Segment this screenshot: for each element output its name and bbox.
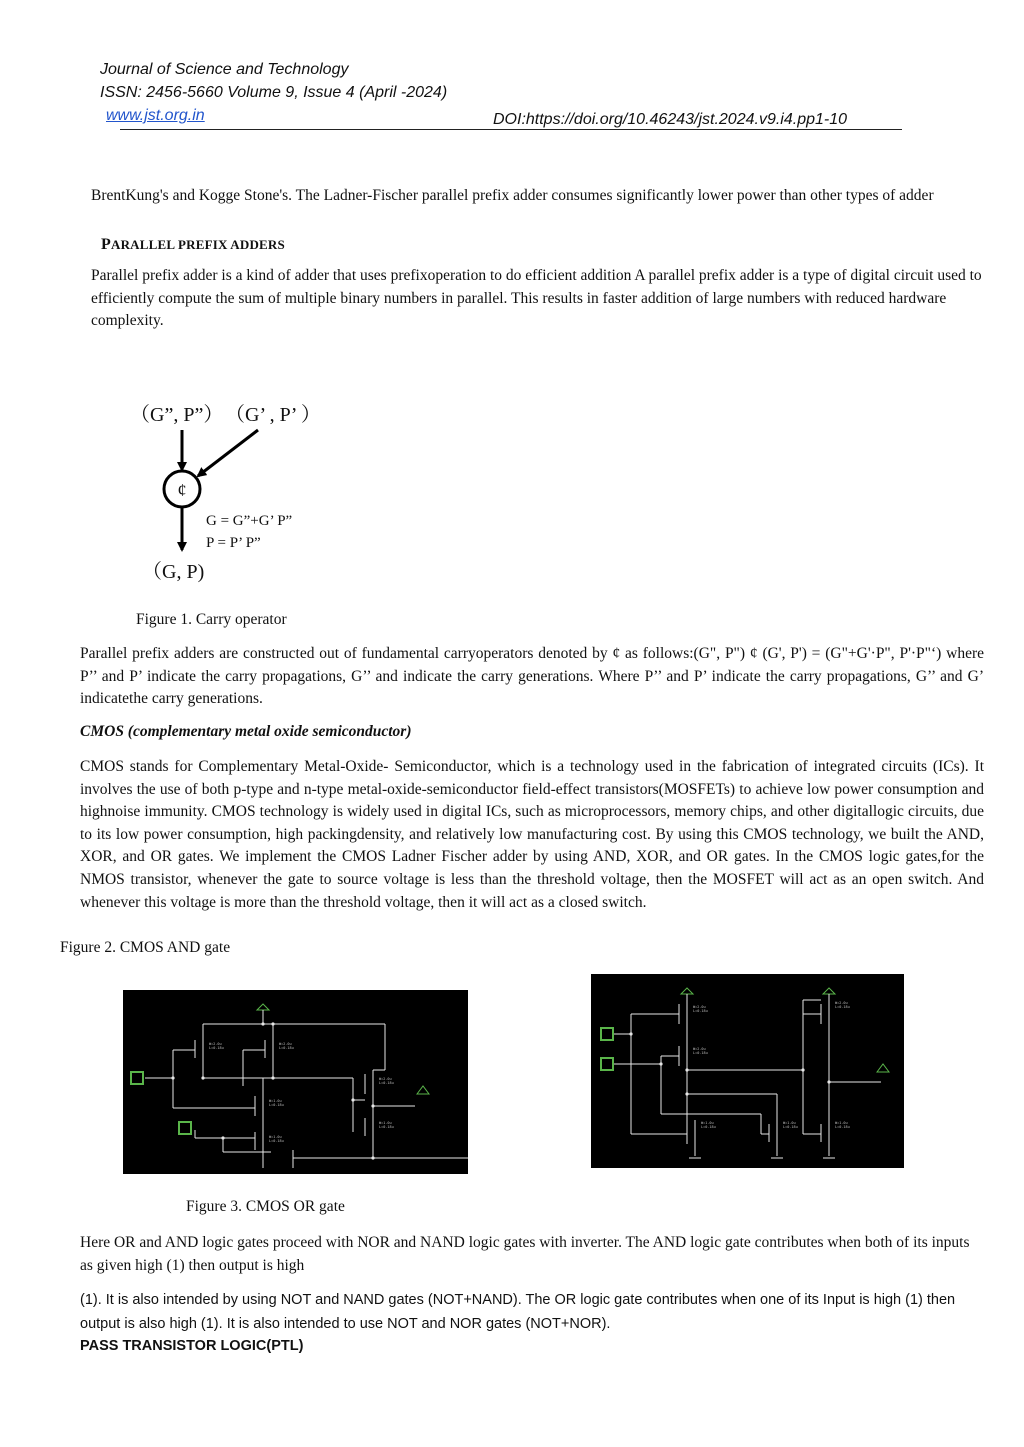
svg-text:W=1.0u: W=1.0u: [783, 1121, 796, 1125]
intro-paragraph: BrentKung's and Kogge Stone's. The Ladner-Fischer parallel prefix adder consumes significantly lower power than other types of adder: [91, 187, 934, 204]
issn-line: ISSN: 2456-5660 Volume 9, Issue 4 (April -2024): [100, 84, 448, 101]
svg-text:L=0.18u: L=0.18u: [209, 1046, 224, 1050]
svg-text:W=2.0u: W=2.0u: [279, 1042, 292, 1046]
journal-title: Journal of Science and Technology: [100, 61, 349, 78]
svg-text:W=1.0u: W=1.0u: [269, 1099, 282, 1103]
svg-text:W=1.0u: W=1.0u: [269, 1135, 282, 1139]
ppa-paragraph: Parallel prefix adder is a kind of adder that uses prefixoperation to do efficient addition A parallel prefix adder is a type of digital circuit used to efficiently compute the sum of multiple binary numbers in parallel. This results in faster addition of large numbers with reduced hardware complexity.: [91, 267, 982, 330]
svg-text:W=1.0u: W=1.0u: [835, 1121, 848, 1125]
figure3-caption: Figure 3. CMOS OR gate: [186, 1198, 345, 1215]
arrow-in-right: [198, 430, 258, 476]
figure1-caption: Figure 1. Carry operator: [136, 611, 287, 628]
output-label: （G, P): [142, 561, 205, 583]
svg-text:L=0.18u: L=0.18u: [693, 1009, 708, 1013]
svg-text:L=0.18u: L=0.18u: [835, 1125, 850, 1129]
header-rule: [120, 129, 902, 130]
equation-g: G = G”+G’ P”: [206, 513, 293, 529]
cmos-or-gate-schematic: [591, 974, 904, 1168]
svg-text:W=2.0u: W=2.0u: [209, 1042, 222, 1046]
svg-text:W=2.0u: W=2.0u: [693, 1005, 706, 1009]
operator-symbol: ¢: [177, 480, 187, 500]
figure2-caption: Figure 2. CMOS AND gate: [60, 939, 231, 956]
svg-text:L=0.18u: L=0.18u: [279, 1046, 294, 1050]
section-heading-parallel-prefix: PARALLEL PREFIX ADDERS: [101, 236, 285, 253]
svg-text:L=0.18u: L=0.18u: [701, 1125, 716, 1129]
svg-text:W=1.0u: W=1.0u: [701, 1121, 714, 1125]
gates-paragraph: Here OR and AND logic gates proceed with NOR and NAND logic gates with inverter. The AND logic gate contributes when both of its inputs as given high (1) then output is high: [80, 1234, 970, 1274]
doi-line: DOI:https://doi.org/10.46243/jst.2024.v9.i4.pp1-10: [493, 111, 848, 128]
svg-text:L=0.18u: L=0.18u: [693, 1051, 708, 1055]
svg-text:W=2.0u: W=2.0u: [835, 1001, 848, 1005]
svg-text:L=0.18u: L=0.18u: [379, 1081, 394, 1085]
equation-p: P = P’ P”: [206, 535, 261, 551]
carry-paragraph: Parallel prefix adders are constructed out of fundamental carryoperators denoted by ¢ as follows:(G", P") ¢ (G', P') = (G"+G'·P", P'·P"‘) where P’’ and P’ indicate the carry propagations, G’’ and indicate the carry generations. Where P’’ and P’ indicate the carry propagations, G’’ and G’ indicatethe carry generations.: [80, 645, 984, 708]
carry-operator-diagram: [120, 392, 340, 592]
cmos-and-gate-schematic: [123, 990, 468, 1174]
input-left-label: （G”, P”）: [130, 404, 224, 426]
input-right-label: （G’ , P’ ）: [225, 404, 321, 426]
svg-text:L=0.18u: L=0.18u: [783, 1125, 798, 1129]
svg-text:L=0.18u: L=0.18u: [269, 1103, 284, 1107]
gates-paragraph-continued: (1). It is also intended by using NOT and NAND gates (NOT+NAND). The OR logic gate contributes when one of its Input is high (1) then output is also high (1). It is also intended to use NOT and NOR gates (NOT+NOR).: [80, 1292, 956, 1332]
svg-text:W=1.0u: W=1.0u: [379, 1121, 392, 1125]
section-heading-ptl: PASS TRANSISTOR LOGIC(PTL): [80, 1338, 304, 1354]
svg-text:L=0.18u: L=0.18u: [269, 1139, 284, 1143]
svg-text:L=0.18u: L=0.18u: [379, 1125, 394, 1129]
svg-text:W=2.0u: W=2.0u: [379, 1077, 392, 1081]
website-link[interactable]: www.jst.org.in: [106, 107, 205, 124]
svg-text:W=2.0u: W=2.0u: [693, 1047, 706, 1051]
section-heading-cmos: CMOS (complementary metal oxide semiconductor): [80, 723, 412, 740]
svg-text:L=0.18u: L=0.18u: [835, 1005, 850, 1009]
cmos-paragraph: CMOS stands for Complementary Metal-Oxide- Semiconductor, which is a technology used in the fabrication of integrated circuits (ICs). It involves the use of both p-type and n-type metal-oxide-semiconductor field-effect transistors(MOSFETs) to achieve low power consumption and highnoise immunity. CMOS technology is widely used in digital ICs, such as microprocessors, memory chips, and other digitallogic circuits, due to its low power consumption, high packingdensity, and relatively low manufacturing cost. By using this CMOS technology, we built the AND, XOR, and OR gates. We implement the CMOS Ladner Fischer adder by using AND, XOR, and OR gates. In the CMOS logic gates,for the NMOS transistor, whenever the gate to source voltage is less than the threshold voltage, then the MOSFET will act as an open switch. And whenever this voltage is more than the threshold voltage, then it will act as a closed switch.: [80, 758, 984, 911]
